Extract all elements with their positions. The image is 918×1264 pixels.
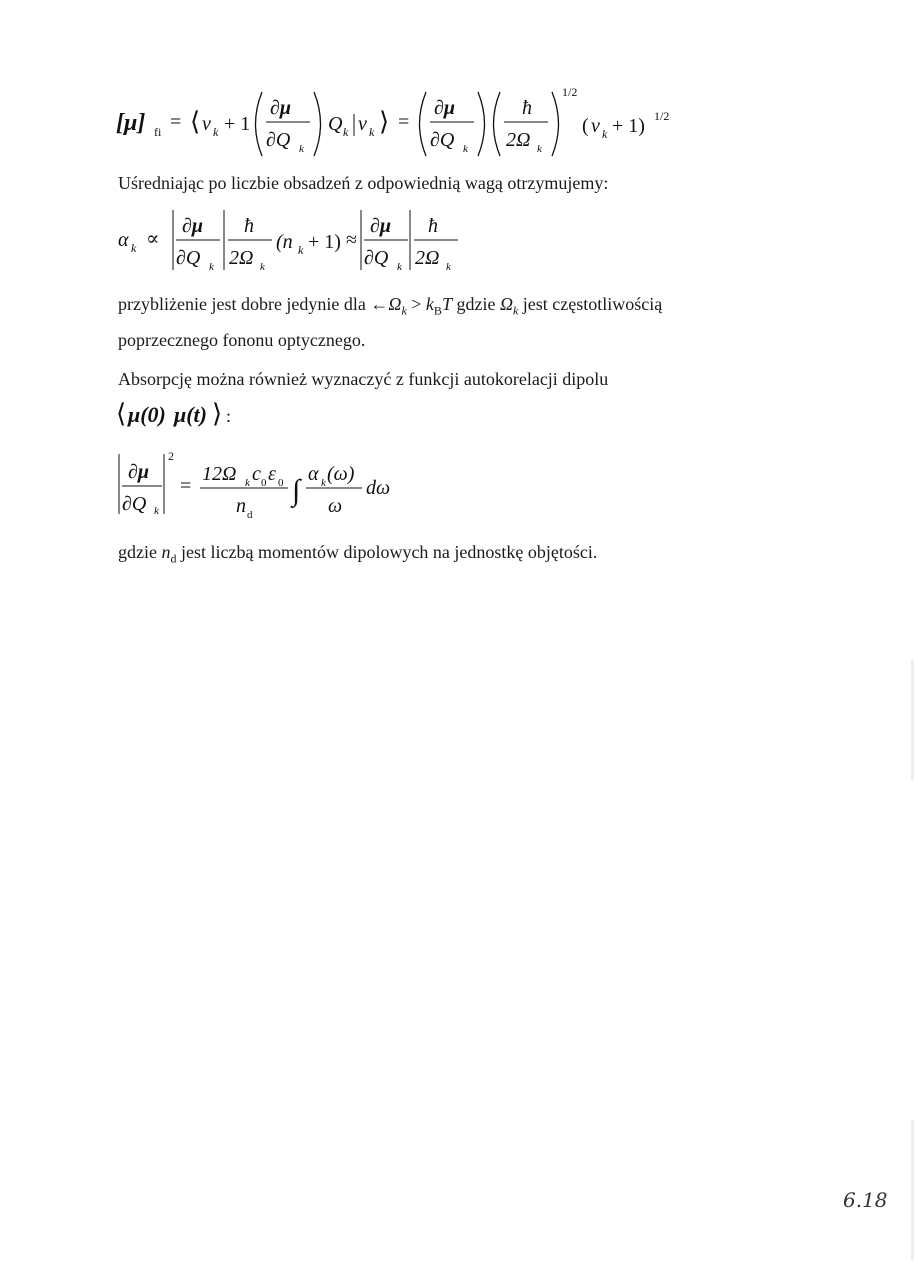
eq4-integral: ∫	[292, 474, 301, 507]
eq1-lhs-sub: fi	[154, 125, 162, 139]
eq1-partial-Q-1: ∂Q	[266, 129, 291, 151]
eq2-n-paren: (n	[276, 231, 293, 253]
eq4-epsilon: ε	[268, 463, 276, 485]
eq1-paren-v: v	[591, 115, 600, 137]
eq4-partial-Q-k: k	[154, 505, 159, 517]
eq1-lhs: [μ]	[116, 110, 146, 136]
text-approx-where: gdzie	[451, 294, 500, 314]
eq2-plus-one: + 1)	[308, 231, 341, 253]
nd-subscript: d	[170, 551, 177, 566]
eq2-partial-Q-1: ∂Q	[176, 247, 201, 269]
eq4-omega-arg: (ω)	[327, 463, 355, 485]
omega-k-subscript: k	[401, 303, 407, 318]
eq4-omega-denom: ω	[328, 495, 343, 517]
eq4-domega: dω	[366, 477, 391, 499]
equation-transition-dipole	[116, 84, 670, 164]
equation-3-svg	[116, 394, 266, 434]
eq2-hbar-1: ħ	[244, 215, 254, 237]
eq1-paren-left-3	[494, 92, 501, 156]
omega-symbol-2: Ω	[499, 294, 513, 314]
eq1-hbar: ħ	[522, 97, 532, 119]
eq2-two-omega-1-k: k	[260, 261, 265, 273]
text-line-where-nd	[118, 541, 597, 570]
eq3-mut: μ(t)	[174, 402, 207, 427]
eq4-numer-12-omega: 12Ω	[202, 463, 237, 485]
arrow-glyph: ←	[370, 294, 389, 314]
eq1-equals-2: =	[398, 111, 410, 133]
equation-1-svg	[116, 84, 670, 164]
eq1-partial-mu-1: ∂μ	[270, 97, 292, 119]
eq1-exp-half-1: 1/2	[562, 85, 578, 99]
eq3-mu0: μ(0)	[128, 402, 166, 427]
eq4-c-zero: 0	[261, 477, 267, 489]
eq1-partial-mu-2: ∂μ	[434, 97, 456, 119]
eq2-hbar-2: ħ	[428, 215, 438, 237]
eq4-exp2: 2	[168, 449, 174, 463]
equation-autocorrelation	[116, 394, 266, 434]
eq1-two-omega-k: k	[537, 143, 542, 155]
eq3-bra: ⟨	[116, 399, 127, 428]
text-where: gdzie	[118, 542, 162, 562]
eq4-partial-Q: ∂Q	[122, 493, 147, 515]
eq2-partial-mu-2: ∂μ	[370, 215, 392, 237]
eq4-partial-mu: ∂μ	[128, 461, 150, 483]
eq1-two-omega: 2Ω	[506, 129, 531, 151]
eq3-colon: :	[226, 406, 232, 426]
eq4-alpha: α	[308, 463, 319, 485]
equation-dipole-derivative	[116, 448, 416, 520]
eq1-plus-one: + 1	[224, 113, 251, 135]
omega-k-subscript-2: k	[512, 303, 519, 318]
kB-symbol: k	[425, 294, 434, 314]
eq1-paren-right-3	[552, 92, 559, 156]
kB-subscript: B	[433, 303, 442, 318]
nd-symbol: n	[161, 542, 171, 562]
eq1-paren-open-4: (	[582, 115, 589, 137]
text-line-absorption: Absorpcję można również wyznaczyć z funkcji autokorelacji dipolu	[118, 369, 609, 389]
text-approx-end: jest częstotliwością	[518, 294, 663, 314]
eq4-epsilon-zero: 0	[278, 477, 284, 489]
eq4-alpha-k: k	[321, 477, 326, 489]
eq1-Q-k: k	[343, 125, 349, 139]
eq1-paren-left-1	[256, 92, 263, 156]
equation-absorption-proportional	[118, 202, 478, 278]
eq1-partial-Q-1-k: k	[299, 143, 304, 155]
eq1-ket-k: k	[369, 125, 375, 139]
eq1-bra-open: ⟨	[190, 107, 201, 136]
eq4-c: c	[252, 463, 261, 485]
eq1-bra-v: v	[202, 113, 211, 135]
eq4-n: n	[236, 495, 246, 517]
eq2-propto: ∝	[146, 228, 160, 250]
equation-4-svg	[116, 448, 416, 520]
eq1-ket-close: ⟩	[379, 107, 390, 136]
page-number: 6.18	[843, 1188, 888, 1212]
eq2-partial-Q-2-k: k	[397, 261, 402, 273]
text-line-approximation	[118, 293, 662, 322]
eq2-alpha-k: k	[131, 241, 137, 255]
eq2-partial-mu-1: ∂μ	[182, 215, 204, 237]
eq1-paren-v-k: k	[602, 127, 608, 141]
eq1-paren-close: + 1)	[612, 115, 645, 137]
eq2-n-k: k	[298, 243, 304, 257]
text-line-averaging: Uśredniając po liczbie obsadzeń z odpowiednią wagą otrzymujemy:	[118, 173, 609, 193]
eq1-paren-left-2	[420, 92, 427, 156]
eq2-two-omega-1: 2Ω	[229, 247, 254, 269]
text-approx-start: przybliżenie jest dobre jedynie dla	[118, 294, 371, 314]
eq1-partial-Q-2: ∂Q	[430, 129, 455, 151]
eq2-approx: ≈	[346, 229, 357, 251]
eq1-exp-half-2: 1/2	[654, 109, 670, 123]
eq1-paren-right-2	[478, 92, 485, 156]
eq1-Q: Q	[328, 113, 343, 135]
eq2-alpha: α	[118, 229, 129, 251]
eq2-two-omega-2-k: k	[446, 261, 451, 273]
omega-symbol: Ω	[388, 294, 402, 314]
equation-2-svg	[118, 202, 478, 278]
eq4-numer-k: k	[245, 477, 250, 489]
eq2-partial-Q-1-k: k	[209, 261, 214, 273]
temperature-symbol: T	[441, 294, 452, 314]
eq1-partial-Q-2-k: k	[463, 143, 468, 155]
text-line-phonon: poprzecznego fononu optycznego.	[118, 330, 366, 350]
text-where-end: jest liczbą momentów dipolowych na jednostkę objętości.	[176, 542, 598, 562]
eq1-paren-right-1	[314, 92, 321, 156]
eq4-n-d: d	[247, 509, 253, 521]
eq1-bra-k: k	[213, 125, 219, 139]
scan-edge-mark-1	[911, 660, 914, 780]
eq2-two-omega-2: 2Ω	[415, 247, 440, 269]
eq4-equals: =	[180, 475, 192, 497]
greater-than: >	[406, 294, 426, 314]
eq2-partial-Q-2: ∂Q	[364, 247, 389, 269]
eq1-ket-v: v	[358, 113, 367, 135]
eq3-ket: ⟩	[212, 399, 223, 428]
scan-edge-mark-2	[911, 1120, 914, 1260]
eq1-equals-1: =	[170, 111, 182, 133]
